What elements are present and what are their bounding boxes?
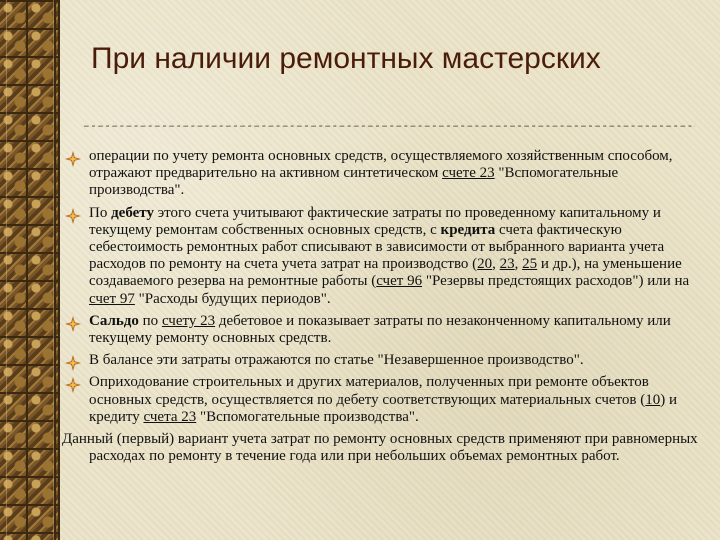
closing-paragraph <box>62 431 712 465</box>
account-23-link[interactable]: 23 <box>499 256 515 273</box>
star-bullet-icon <box>65 355 81 371</box>
bullet-text: "Резервы предстоящих расходов") или на <box>422 273 690 290</box>
slide-title: При наличии ремонтных мастерских <box>91 42 601 75</box>
bullet-text: по <box>138 312 162 329</box>
star-bullet-icon <box>65 377 81 393</box>
bullet-item-operations <box>62 148 712 200</box>
separator: , <box>492 256 500 273</box>
bullet-item-debit <box>62 205 712 308</box>
bullet-text: Оприходование строительных и других материалов, полученных при ремонте объектов основных средств, осуществляется по дебету соответствующих материальных счетов ( <box>89 374 649 408</box>
bullet-text: "Вспомогательные производства". <box>196 408 419 425</box>
account-96-link[interactable]: счет 96 <box>376 273 423 290</box>
bullet-item-balance <box>62 313 712 347</box>
bullet-text: дебетовое и показывает затраты по незаконченному капитальному или текущему ремонту основных средств. <box>89 312 671 347</box>
bullet-text: По <box>89 204 112 221</box>
account-97-link[interactable]: счет 97 <box>89 290 135 307</box>
account-10-link[interactable]: 10 <box>645 391 661 408</box>
bullet-text: счета фактическую себестоимость ремонтных работ списывают в зависимости от выбранного варианта учета расходов по ремонту на счета учета затрат на производство ( <box>89 221 665 273</box>
bullet-text: операции по учету ремонта основных средств, осуществляемого хозяйственным способом, отражают предварительно на активном синтетическом <box>89 148 673 182</box>
account-23-link[interactable]: счете 23 <box>442 165 495 182</box>
account-20-link[interactable]: 20 <box>477 256 493 273</box>
slide-content <box>62 148 712 465</box>
bold-term-credit: кредита <box>440 221 496 238</box>
closing-paragraph-text: Данный (первый) вариант учета затрат по ремонту основных средств применяют при равномерных расходах по ремонту в течение года или при небольших объемах ремонтных работ. <box>62 431 698 465</box>
bold-term-saldo: Сальдо <box>89 312 139 329</box>
bullet-text: ) и кредиту <box>89 391 678 425</box>
decorative-left-border <box>0 0 60 540</box>
bullet-text: "Вспомогательные производства". <box>89 165 619 199</box>
bullet-text: В балансе эти затраты отражаются по статье "Незавершенное производство". <box>89 352 584 369</box>
star-bullet-icon <box>65 151 81 167</box>
star-bullet-icon <box>65 208 81 224</box>
bullet-item-balance-sheet <box>62 352 712 369</box>
account-23-link[interactable]: счета 23 <box>143 408 197 425</box>
account-23-link[interactable]: счету 23 <box>161 312 216 329</box>
separator: , <box>514 256 523 273</box>
bullet-text: "Расходы будущих периодов". <box>134 290 331 307</box>
account-25-link[interactable]: 25 <box>522 256 538 273</box>
border-inner-frame <box>6 0 54 540</box>
bold-term-debit: дебету <box>111 204 154 221</box>
bullet-text: этого счета учитывают фактические затраты по проведенному капитальному и текущему ремонтам собственных основных средств, с <box>89 204 661 238</box>
bullet-text: и др.), на уменьшение создаваемого резерва на ремонтные работы ( <box>89 256 682 290</box>
dashed-divider <box>83 123 695 131</box>
bullet-item-materials <box>62 374 712 426</box>
star-bullet-icon <box>65 316 81 332</box>
